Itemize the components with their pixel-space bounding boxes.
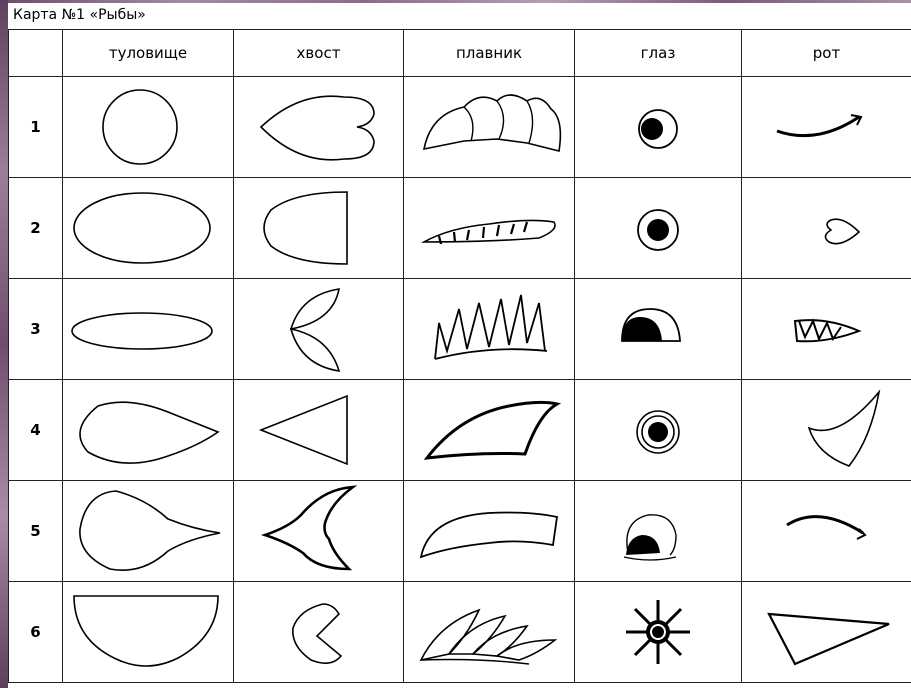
curved-line-mouth-icon (747, 79, 907, 175)
fish-card (8, 3, 911, 688)
arched-fin-icon (409, 483, 569, 579)
header-eye: глаз (575, 30, 742, 77)
scalloped-fin-icon (409, 79, 569, 175)
row-number: 6 (9, 582, 63, 683)
crescent-mouth-icon (747, 382, 907, 478)
tail-cell (234, 481, 404, 582)
background-left-strip (0, 0, 8, 688)
body-cell (63, 481, 234, 582)
row-number: 2 (9, 178, 63, 279)
eye-cell (575, 582, 742, 683)
body-cell (63, 380, 234, 481)
header-fin: плавник (404, 30, 575, 77)
ellipse-body-icon (68, 180, 228, 276)
eye-cell (575, 178, 742, 279)
fish-parts-table (8, 29, 911, 683)
header-mouth: рот (742, 30, 911, 77)
zigzag-fin-icon (409, 281, 569, 377)
teeth-mouth-icon (747, 281, 907, 377)
table-row (9, 178, 911, 279)
circle-body-icon (68, 79, 228, 175)
fin-cell (404, 380, 575, 481)
wave-line-mouth-icon (747, 483, 907, 579)
table-row (9, 279, 911, 380)
tail-cell (234, 380, 404, 481)
header-row (9, 30, 911, 77)
star-eye-icon (578, 584, 738, 680)
flat-ellipse-body-icon (68, 281, 228, 377)
body-cell (63, 77, 234, 178)
fin-cell (404, 481, 575, 582)
heart-mouth-icon (747, 180, 907, 276)
fin-cell (404, 178, 575, 279)
petal-tail-icon (239, 281, 399, 377)
shark-fin-icon (409, 382, 569, 478)
drop-body-icon (68, 382, 228, 478)
body-cell (63, 279, 234, 380)
row-number: 4 (9, 380, 63, 481)
eye-cell (575, 279, 742, 380)
table-row (9, 481, 911, 582)
heart-tail-icon (239, 79, 399, 175)
tail-cell (234, 279, 404, 380)
forked-tail-icon (239, 483, 399, 579)
feather-fin-icon (409, 584, 569, 680)
mouth-cell (742, 582, 911, 683)
comb-fin-icon (409, 180, 569, 276)
half-disc-body-icon (68, 584, 228, 680)
mouth-cell (742, 279, 911, 380)
body-cell (63, 582, 234, 683)
eye-cell (575, 77, 742, 178)
card-title: Карта №1 «Рыбы» (13, 7, 146, 23)
center-pupil-eye-icon (578, 180, 738, 276)
fin-cell (404, 279, 575, 380)
long-drop-body-icon (68, 483, 228, 579)
row-number: 1 (9, 77, 63, 178)
pacman-tail-icon (239, 584, 399, 680)
eye-cell (575, 481, 742, 582)
wedge-mouth-icon (747, 584, 907, 680)
table-row (9, 77, 911, 178)
tail-cell (234, 77, 404, 178)
eye-cell (575, 380, 742, 481)
half-eye-icon (578, 281, 738, 377)
body-cell (63, 178, 234, 279)
tail-cell (234, 582, 404, 683)
fin-cell (404, 77, 575, 178)
row-number: 3 (9, 279, 63, 380)
mouth-cell (742, 380, 911, 481)
header-tail: хвост (234, 30, 404, 77)
table-row (9, 582, 911, 683)
header-body: туловище (63, 30, 234, 77)
mouth-cell (742, 481, 911, 582)
mouth-cell (742, 178, 911, 279)
header-number (9, 30, 63, 77)
mouth-cell (742, 77, 911, 178)
table-row (9, 380, 911, 481)
side-pupil-eye-icon (578, 79, 738, 175)
rounded-fan-tail-icon (239, 180, 399, 276)
triangle-tail-icon (239, 382, 399, 478)
tail-cell (234, 178, 404, 279)
row-number: 5 (9, 481, 63, 582)
ring-eye-icon (578, 382, 738, 478)
fin-cell (404, 582, 575, 683)
lidded-eye-icon (578, 483, 738, 579)
